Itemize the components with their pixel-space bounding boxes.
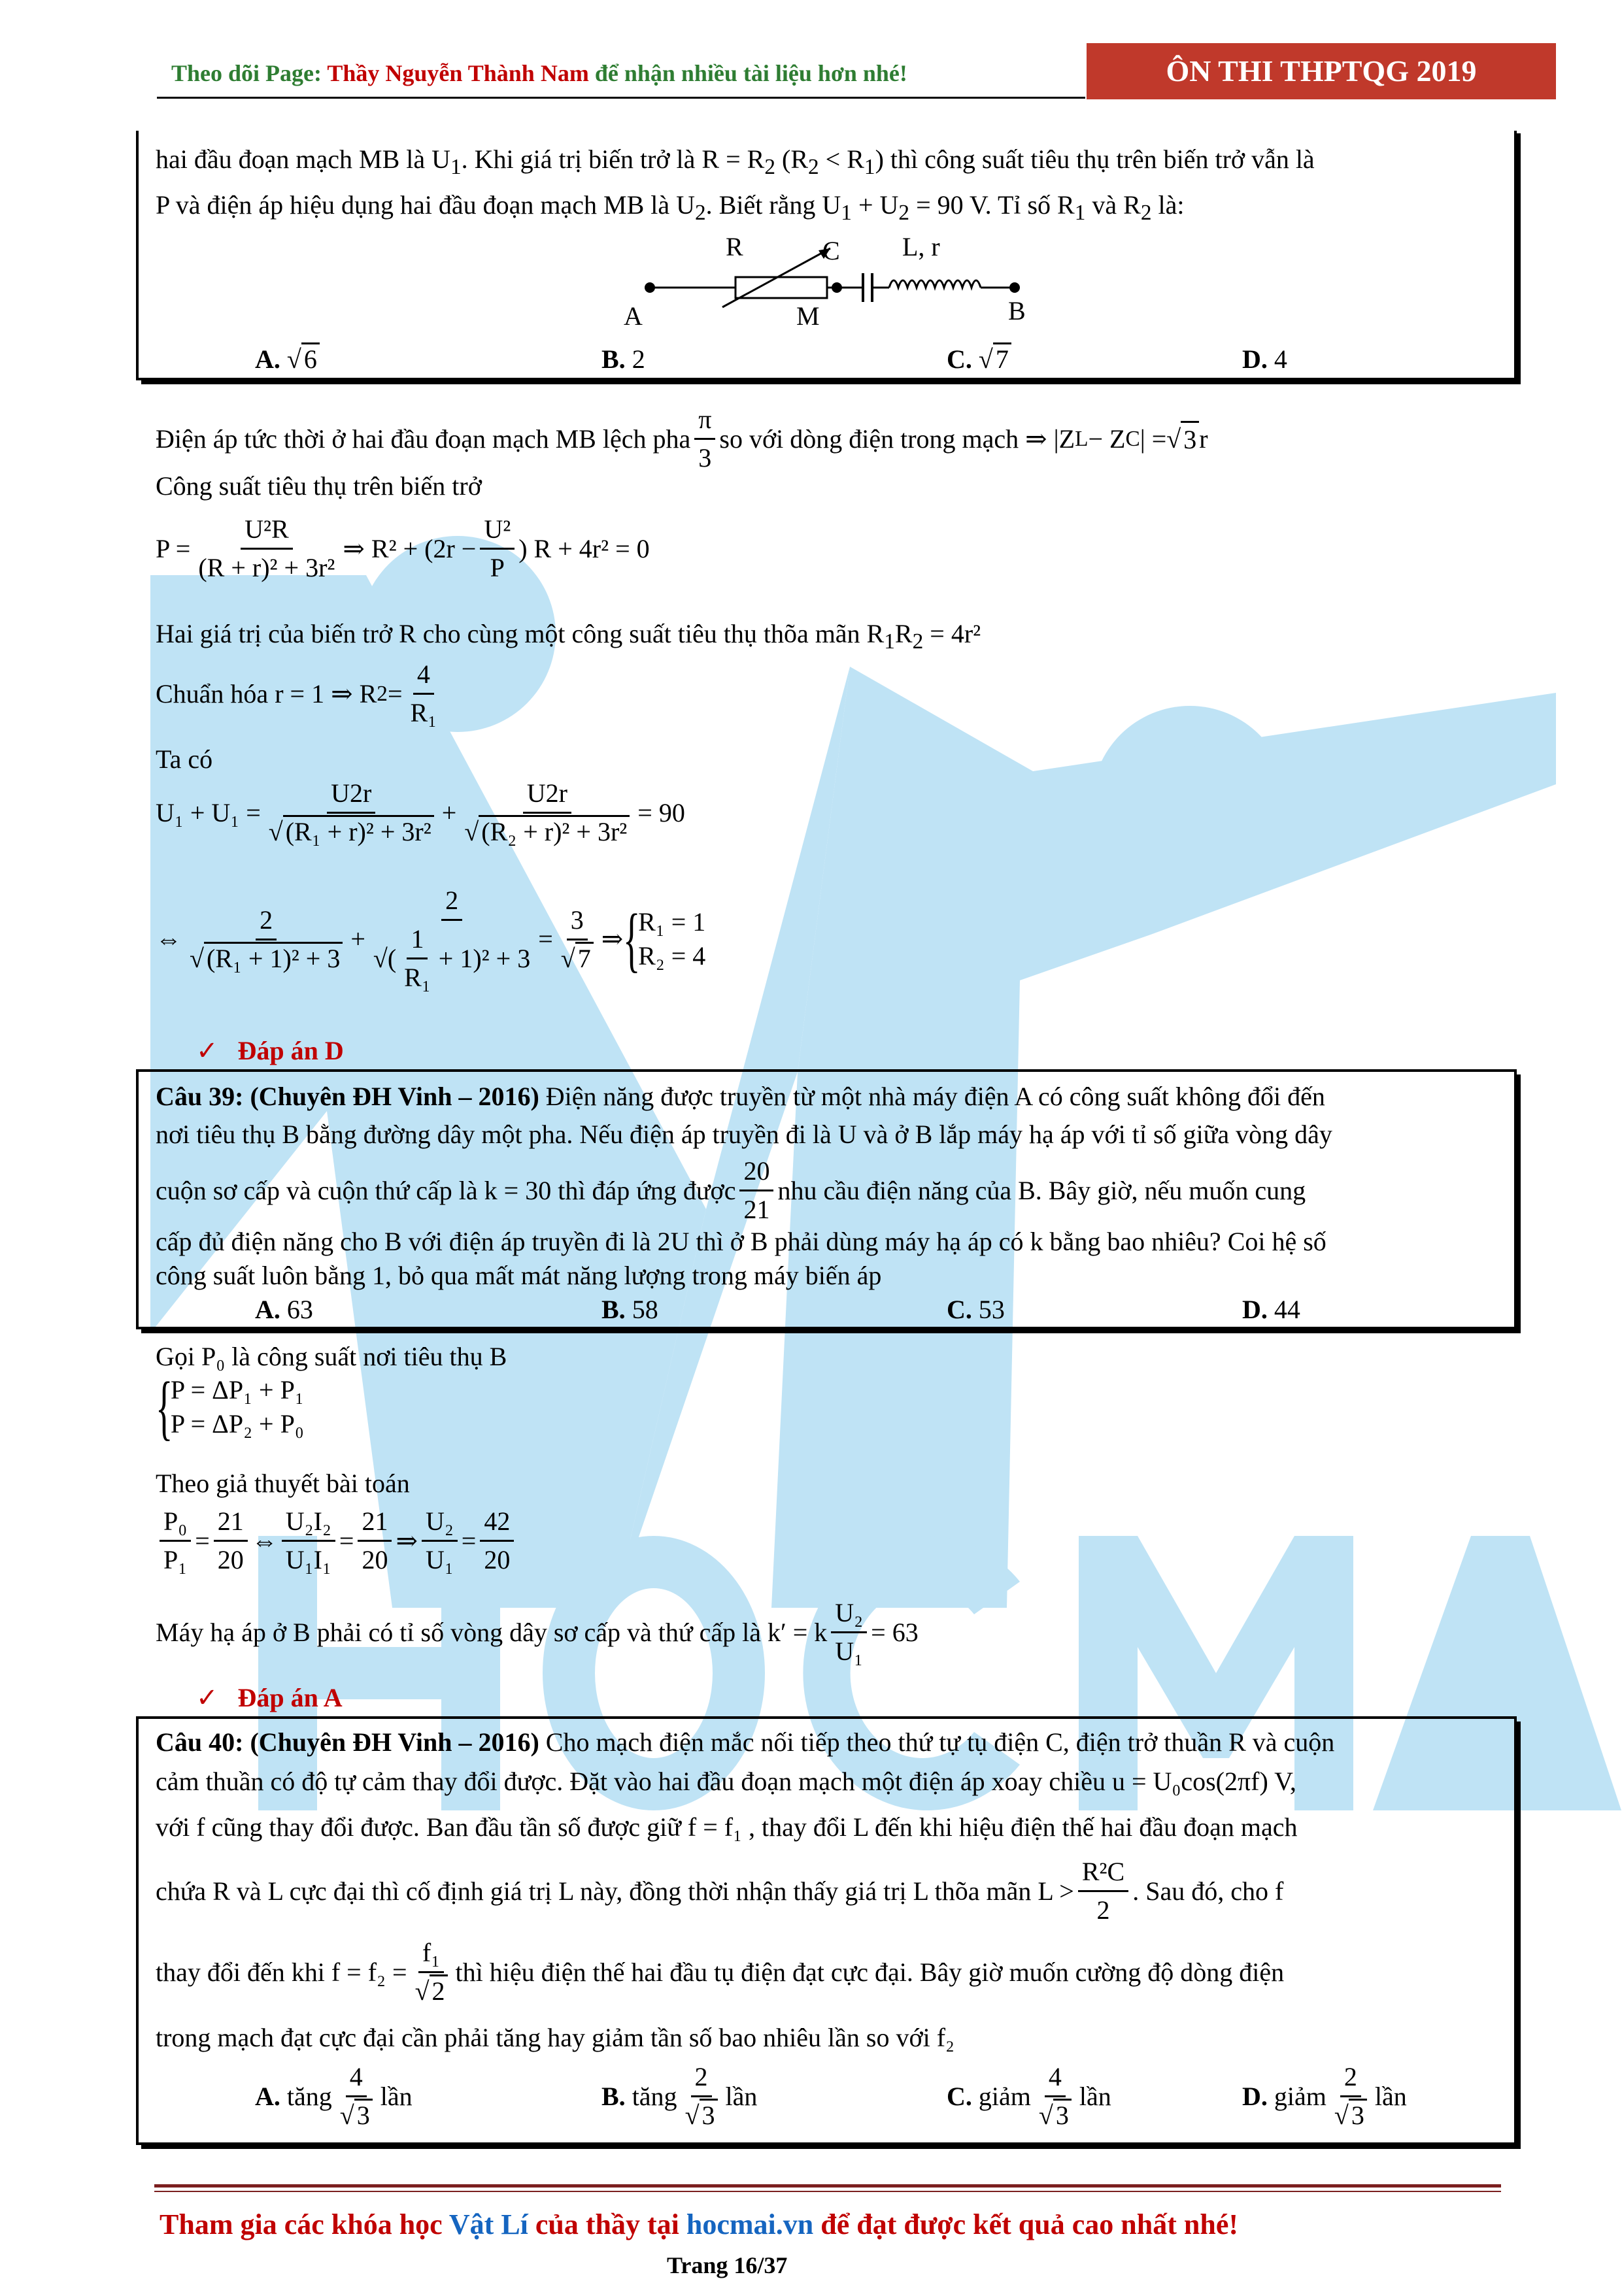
q38-line2 xyxy=(156,188,1185,230)
q38-line2-c: . Biết rằng U xyxy=(705,190,841,220)
sol39-line1: Gọi P₀ là công suất nơi tiêu thụ B xyxy=(156,1342,507,1371)
q38-line1-sub2: 2 xyxy=(764,155,775,179)
q40-option-d[interactable]: D. giảm $\frac{2}{√ 3}$ lần xyxy=(1242,2059,1407,2134)
sol38-line4 xyxy=(156,656,445,731)
q40-line3: với f cũng thay đổi được. Ban đầu tần số được giữ f = f₁ , thay đổi L đến khi hiệu điện thế hai đầu đoạn mạch xyxy=(156,1812,1298,1842)
q40-l5-frac: $\frac{\text{f₁}}{√ 2}$ xyxy=(411,1935,452,2010)
q38-option-a-val: 6 xyxy=(301,342,320,374)
sol38-e2-s1: R₁ = 1 xyxy=(638,907,706,937)
footer-t5: để đạt được kết quả cao nhất nhé! xyxy=(813,2208,1238,2240)
q39-l1: Điện năng được truyền từ một nhà máy điện A có công suất không đổi đến xyxy=(539,1082,1325,1111)
q38-option-c-val: 7 xyxy=(993,342,1011,374)
footer-promo xyxy=(160,2208,1238,2242)
sol38-l3-sub1: 1 xyxy=(884,629,895,654)
q40-l4-b: . Sau đó, cho f xyxy=(1132,1876,1284,1906)
sol38-e2-eq: = xyxy=(538,924,553,954)
sol38-line5: Ta có xyxy=(156,744,213,774)
check-icon: ✓ xyxy=(196,1683,218,1712)
circuit-label-a: A xyxy=(624,301,643,331)
q38-line1-sub3: 2 xyxy=(808,155,819,179)
q39-line3 xyxy=(156,1153,1306,1228)
sol38-e1-frac2: $\frac{U2r}{\text{√ (R₂ + r)² + 3r²}}$ xyxy=(460,775,634,850)
q38-line1-i: ) thì công suất tiêu thụ trên biến trở vẫn là xyxy=(875,144,1315,174)
footer-t1: Tham gia các khóa học xyxy=(160,2208,449,2240)
q38-line2-i: và R xyxy=(1085,190,1141,220)
sol39-ratio-chain: $\frac{\text{P₀}}{\text{P₁}}$ = $\frac{21}{20}$ ⇔ $\frac{\text{U₂I₂}}{\text{U₁I₁}}$ = $\frac{21}{20}$ ⇒ $\frac{\text{U₂}}{\text{U₁}}$ = $\frac{42}{20}$ xyxy=(156,1503,518,1578)
q38-line1-sub4: 1 xyxy=(864,155,875,179)
q38-line1-c: . Khi giá trị biến trở là R = R xyxy=(461,144,765,174)
q40-line5 xyxy=(156,1935,1284,2010)
q39-line1 xyxy=(156,1080,1325,1114)
q38-option-a[interactable]: A. √ 6 xyxy=(255,342,320,376)
sol39-l3-frac: $\frac{\text{U₂}}{\text{U₁}}$ xyxy=(831,1595,867,1670)
sol39-l3-b: = 63 xyxy=(871,1617,919,1647)
sol39-l3-a: Máy hạ áp ở B phải có tỉ số vòng dây sơ cấp và thứ cấp là k′ = k xyxy=(156,1617,828,1647)
q38-option-c[interactable]: C. √ 7 xyxy=(947,342,1011,376)
footer-link[interactable]: hocmai.vn xyxy=(686,2208,814,2240)
sol38-pi-frac: $\frac{\pi}{3}$ xyxy=(694,401,715,476)
footer-t3: của thầy tại xyxy=(528,2208,686,2240)
q38-line2-sub1: 2 xyxy=(695,201,706,225)
sol38-l1-h: r xyxy=(1199,424,1208,454)
sol38-e2-frac1: $\frac{2}{\text{√ (R₁ + 1)² + 3}}$ xyxy=(186,902,346,977)
sol38-e2-imp: ⇒ xyxy=(601,924,624,954)
sol38-l4-a: Chuẩn hóa r = 1 ⇒ R xyxy=(156,678,377,708)
sol39-brace: { xyxy=(156,1367,173,1447)
q39-line5: công suất luôn bằng 1, bỏ qua mất mát năng lượng trong máy biến áp xyxy=(156,1261,882,1290)
sol38-e1-lhs: U₁ + U₁ = xyxy=(156,797,261,827)
sol38-l3-e: = 4r² xyxy=(923,619,981,648)
sol38-l4-c: = xyxy=(387,678,403,708)
q38-line2-sub3: 2 xyxy=(898,201,910,225)
page-number: Trang 16/37 xyxy=(667,2252,788,2278)
q40-line1 xyxy=(156,1725,1334,1759)
footer-rule-2 xyxy=(154,2191,1501,2192)
q40-line6: trong mạch đạt cực đại cần phải tăng hay giảm tần số bao nhiêu lần so với f₂ xyxy=(156,2023,955,2052)
sol39-s2: P = ΔP₂ + P₀ xyxy=(170,1409,304,1439)
q38-option-b-key: B. xyxy=(601,344,626,374)
sol38-p-frac2: $\frac{\text{U²}}{P}$ xyxy=(480,511,515,586)
circuit-diagram xyxy=(615,229,1033,333)
footer-subject: Vật Lí xyxy=(448,2208,528,2240)
q39-frac: $\frac{20}{21}$ xyxy=(739,1153,773,1228)
q38-option-d-key: D. xyxy=(1242,344,1268,374)
sol38-e2-frac3: $\frac{3}{√ 7}$ xyxy=(557,902,598,977)
sol39-line3 xyxy=(156,1595,919,1670)
sol38-line2: Công suất tiêu thụ trên biến trở xyxy=(156,471,482,501)
q38-line2-a: P và điện áp hiệu dụng hai đầu đoạn mạch MB là U xyxy=(156,190,695,220)
sol38-l1-d: − Z xyxy=(1088,424,1126,454)
sol38-e2-frac2: 2 √( $\frac{1}{\text{R₁}}$ + 1)² + 3 xyxy=(369,882,534,996)
q38-line1-g: < R xyxy=(819,144,864,174)
q40-option-a[interactable]: A. tăng $\frac{4}{√ 3}$ lần xyxy=(255,2059,413,2134)
q38-option-b-val: 2 xyxy=(632,344,645,374)
sol38-e2-lhs: ⇔ xyxy=(156,924,182,954)
sol38-l4-frac: $\frac{4}{\text{R₁}}$ xyxy=(407,656,441,731)
q38-option-d[interactable] xyxy=(1242,342,1287,376)
sol38-p-lhs: P = xyxy=(156,533,191,563)
sol38-e2-brace: { xyxy=(623,899,641,979)
sol39-answer-text: Đáp án A xyxy=(237,1683,343,1712)
q38-line2-sub4: 1 xyxy=(1074,201,1086,225)
sol38-l1-a: Điện áp tức thời ở hai đầu đoạn mạch MB lệch pha xyxy=(156,424,691,454)
sol38-answer-text: Đáp án D xyxy=(237,1036,344,1065)
q38-line2-sub2: 1 xyxy=(841,201,852,225)
q39-l3-b: nhu cầu điện năng của B. Bây giờ, nếu muốn cung xyxy=(777,1175,1306,1205)
q40-l1: Cho mạch điện mắc nối tiếp theo thứ tự tụ điện C, điện trở thuần R và cuộn xyxy=(539,1727,1335,1757)
q38-line1-e: (R xyxy=(775,144,808,174)
circuit-label-r: R xyxy=(726,232,743,261)
q38-line2-g: = 90 V. Tỉ số R xyxy=(909,190,1075,220)
sol38-l1-b: so với dòng điện trong mạch ⇒ |Z xyxy=(719,424,1075,454)
sol38-l1-sqrt: 3 xyxy=(1181,421,1199,457)
sol38-e1-plus: + xyxy=(441,797,457,827)
q39-option-a[interactable]: A. 63 xyxy=(255,1295,313,1324)
q38-line1-a: hai đầu đoạn mạch MB là U xyxy=(156,144,450,174)
q39-l3-a: cuộn sơ cấp và cuộn thứ cấp là k = 30 thì đáp ứng được xyxy=(156,1175,736,1205)
q40-option-b[interactable]: B. tăng $\frac{2}{√ 3}$ lần xyxy=(601,2059,757,2134)
q40-line4 xyxy=(156,1854,1283,1929)
sol39-system xyxy=(156,1367,304,1447)
sol38-e1-rhs: = 90 xyxy=(637,797,685,827)
q40-title: Câu 40: (Chuyên ĐH Vinh – 2016) xyxy=(156,1727,539,1757)
q38-option-c-key: C. xyxy=(947,344,972,374)
q39-option-b[interactable]: B. 58 xyxy=(601,1295,658,1324)
q39-line4: cấp đủ điện năng cho B với điện áp truyền đi là 2U thì ở B phải dùng máy hạ áp có k bằng bao nhiêu? Coi hệ số xyxy=(156,1227,1326,1256)
q40-l4-a: chứa R và L cực đại thì cố định giá trị L này, đồng thời nhận thấy giá trị L thõa mãn L > xyxy=(156,1876,1074,1906)
sol38-eq1 xyxy=(156,775,685,850)
sol38-line3 xyxy=(156,617,981,659)
header-page-promo xyxy=(171,56,907,90)
q40-l5-a: thay đổi đến khi f = f₂ = xyxy=(156,1957,407,1987)
q40-option-c[interactable]: C. giảm $\frac{4}{√ 3}$ lần xyxy=(947,2059,1111,2134)
circuit-label-lr: L, r xyxy=(902,232,940,261)
sol38-l3-c: R xyxy=(894,619,913,648)
header-text-3: để nhận nhiều tài liệu hơn nhé! xyxy=(588,60,907,86)
q39-line2: nơi tiêu thụ B bằng đường dây một pha. Nếu điện áp truyền đi là U và ở B lắp máy hạ áp với tỉ số giữa vòng dây xyxy=(156,1120,1332,1149)
sol38-e2-s2: R₂ = 4 xyxy=(638,941,706,971)
q40-line2: cảm thuần có độ tự cảm thay đổi được. Đặt vào hai đầu đoạn mạch một điện áp xoay chiều u = U₀cos(2πf) V, xyxy=(156,1767,1296,1796)
footer-rule xyxy=(154,2184,1501,2188)
sol38-l1-sub-c: C xyxy=(1125,426,1140,451)
sol39-s1: P = ΔP₁ + P₁ xyxy=(170,1375,304,1405)
sol39-answer xyxy=(196,1681,343,1715)
sol38-power-eq xyxy=(156,511,650,586)
sol38-eq2 xyxy=(156,882,705,996)
sol38-p-mid: ⇒ R² + (2r − xyxy=(343,533,477,563)
sol39-line2: Theo giả thuyết bài toán xyxy=(156,1469,410,1498)
header-badge xyxy=(1087,43,1556,99)
q38-line1-sub1: 1 xyxy=(450,155,462,179)
header-rule xyxy=(157,97,1085,99)
header-badge-text: ÔN THI THPTQG 2019 xyxy=(1166,54,1477,88)
sol38-l1-f: | = xyxy=(1140,424,1167,454)
sol38-line1: Điện áp tức thời ở hai đầu đoạn mạch MB lệch pha $\frac{\pi}{3}$ so với dòng điện trong mạch ⇒ |Z L − Z C | = √ 3 r xyxy=(156,401,1208,476)
circuit-label-b: B xyxy=(1008,296,1026,325)
sol38-p-rhs: ) R + 4r² = 0 xyxy=(518,533,650,563)
q38-line1 xyxy=(156,142,1315,184)
q40-l4-frac: $\frac{\text{R²C}}{2}$ xyxy=(1078,1854,1128,1929)
sol38-answer xyxy=(196,1034,344,1068)
circuit-label-m: M xyxy=(796,301,820,331)
sol38-e2-system xyxy=(638,905,705,973)
sol38-l4-sub: 2 xyxy=(377,681,388,706)
q38-option-a-key: A. xyxy=(255,344,280,374)
q38-option-b[interactable] xyxy=(601,342,645,376)
q38-line2-k: là: xyxy=(1151,190,1185,220)
q39-title: Câu 39: (Chuyên ĐH Vinh – 2016) xyxy=(156,1082,539,1111)
header-teacher-name[interactable]: Thầy Nguyễn Thành Nam xyxy=(327,60,589,86)
check-icon: ✓ xyxy=(196,1036,218,1065)
q38-line2-e: + U xyxy=(851,190,899,220)
circuit-label-c: C xyxy=(822,236,840,265)
q39-option-d[interactable]: D. 44 xyxy=(1242,1295,1300,1324)
sol38-p-frac: $\frac{\text{U²R}}{\text{(R + r)² + 3r²}}$ xyxy=(194,511,339,586)
q40-l5-b: thì hiệu điện thế hai đầu tụ điện đạt cực đại. Bây giờ muốn cường độ dòng điện xyxy=(455,1957,1285,1987)
sol38-l3-a: Hai giá trị của biến trở R cho cùng một công suất tiêu thụ thõa mãn R xyxy=(156,619,885,648)
sol38-e1-frac1: $\frac{U2r}{\text{√ (R₁ + r)² + 3r²}}$ xyxy=(265,775,438,850)
sol38-e2-plus: + xyxy=(350,924,365,954)
q38-line2-sub5: 2 xyxy=(1140,201,1152,225)
header-text-1: Theo dõi Page: xyxy=(171,60,328,86)
q39-option-c[interactable]: C. 53 xyxy=(947,1295,1005,1324)
q38-option-d-val: 4 xyxy=(1274,344,1287,374)
sol38-l3-sub2: 2 xyxy=(912,629,924,654)
sol38-l1-sub-l: L xyxy=(1075,426,1089,451)
